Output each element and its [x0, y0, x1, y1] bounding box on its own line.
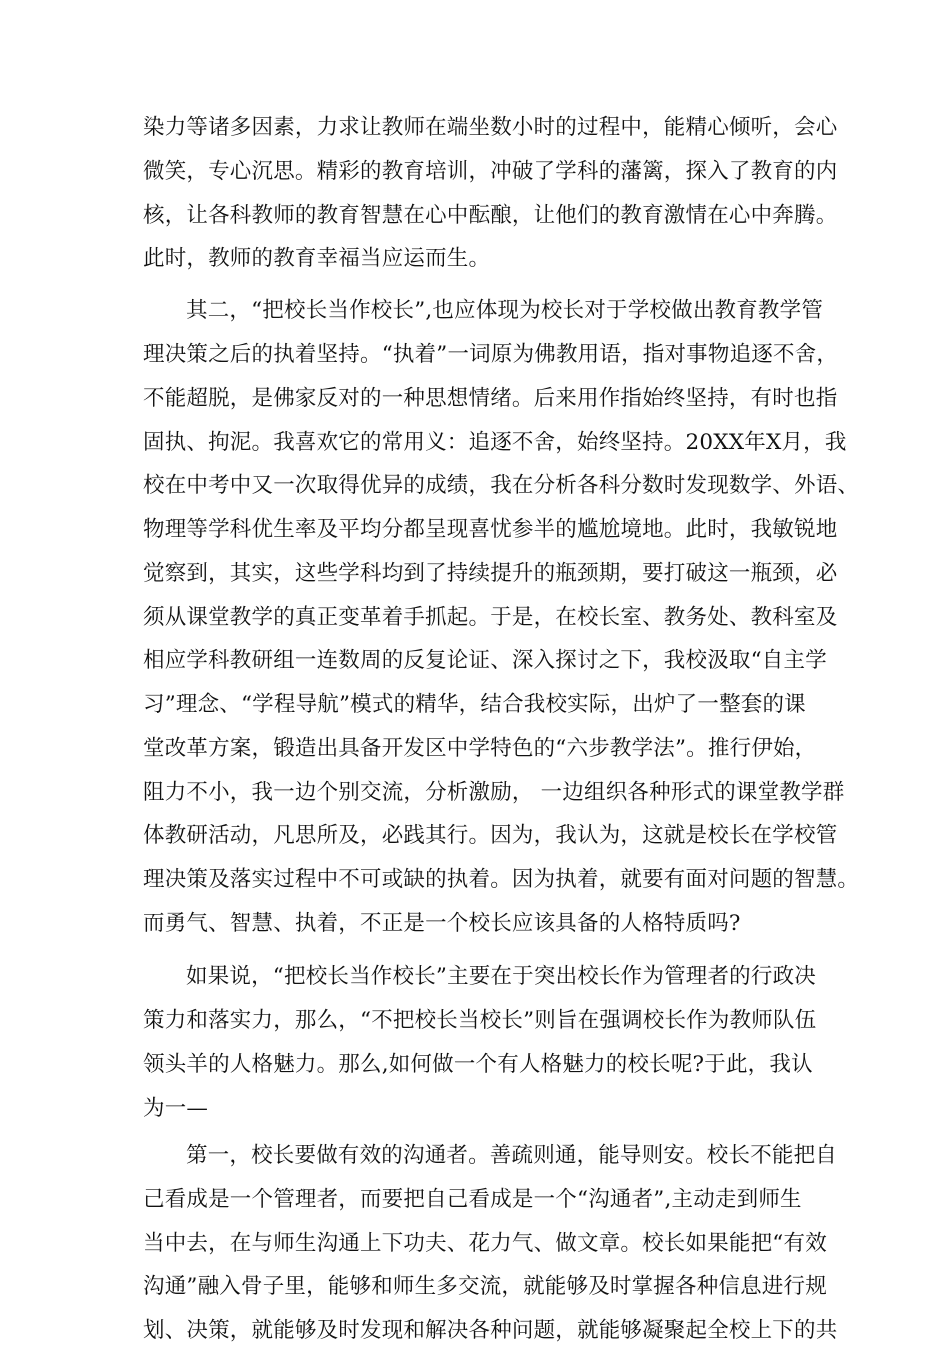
- text-line: 校在中考中又一次取得优异的成绩，我在分析各科分数时发现数学、外语、: [143, 473, 860, 498]
- text-line: 堂改革方案，锻造出具备开发区中学特色的“六步教学法”。推行伊始，: [143, 736, 817, 761]
- text-line: 物理等学科优生率及平均分都呈现喜忧参半的尴尬境地。此时，我敏锐地: [143, 517, 838, 542]
- paragraph-first-line: 第一，校长要做有效的沟通者。善疏则通，能导则安。校长不能把自: [186, 1143, 838, 1168]
- text-line: 相应学科教研组一连数周的反复论证、深入探讨之下，我校汲取“自主学: [143, 648, 827, 673]
- text-line: 核，让各科教师的教育智慧在心中酝酿，让他们的教育激情在心中奔腾。: [143, 203, 838, 228]
- text-line: 此时，教师的教育幸福当应运而生。: [143, 246, 491, 271]
- text-line: 阻力不小，我一边个别交流，分析激励， 一边组织各种形式的课堂教学群: [143, 780, 845, 805]
- text-line: 习”理念、“学程导航”模式的精华，结合我校实际，出炉了一整套的课: [143, 692, 806, 717]
- text-line: 觉察到，其实，这些学科均到了持续提升的瓶颈期，要打破这一瓶颈，必: [143, 561, 838, 586]
- text-line: 领头羊的人格魅力。那么,如何做一个有人格魅力的校长呢?于此，我认: [143, 1052, 813, 1077]
- text-line: 划、决策，就能够及时发现和解决各种问题，就能够凝聚起全校上下的共: [143, 1318, 838, 1343]
- text-line: 策力和落实力，那么，“不把校长当校长”则旨在强调校长作为教师队伍: [143, 1008, 817, 1033]
- text-line: 须从课堂教学的真正变革着手抓起。于是，在校长室、教务处、教科室及: [143, 605, 838, 630]
- paragraph-first-line: 如果说，“把校长当作校长”主要在于突出校长作为管理者的行政决: [186, 964, 816, 989]
- text-line: 己看成是一个管理者，而要把自己看成是一个“沟通者”,主动走到师生: [143, 1187, 802, 1212]
- text-line: 理决策之后的执着坚持。“执着”一词原为佛教用语，指对事物追逐不舍，: [143, 342, 839, 367]
- text-line: 理决策及落实过程中不可或缺的执着。因为执着，就要有面对问题的智慧。: [143, 867, 860, 892]
- text-line: 微笑，专心沉思。精彩的教育培训，冲破了学科的藩篱，探入了教育的内: [143, 159, 838, 184]
- text-line: 染力等诸多因素，力求让教师在端坐数小时的过程中，能精心倾听，会心: [143, 115, 838, 140]
- text-line: 固执、拘泥。我喜欢它的常用义：追逐不舍，始终坚持。20XX年X月，我: [143, 430, 847, 455]
- text-line: 体教研活动，凡思所及，必践其行。因为，我认为，这就是校长在学校管: [143, 823, 838, 848]
- text-line: 不能超脱，是佛家反对的一种思想情绪。后来用作指始终坚持，有时也指: [143, 386, 838, 411]
- text-line: 当中去，在与师生沟通上下功夫、花力气、做文章。校长如果能把“有效: [143, 1231, 827, 1256]
- text-line: 而勇气、智慧、执着，不正是一个校长应该具备的人格特质吗?: [143, 911, 741, 936]
- text-line: 沟通”融入骨子里，能够和师生多交流，就能够及时掌握各种信息进行规: [143, 1274, 827, 1299]
- paragraph-first-line: 其二，“把校长当作校长”,也应体现为校长对于学校做出教育教学管: [186, 298, 824, 323]
- text-line: 为一—: [143, 1096, 209, 1121]
